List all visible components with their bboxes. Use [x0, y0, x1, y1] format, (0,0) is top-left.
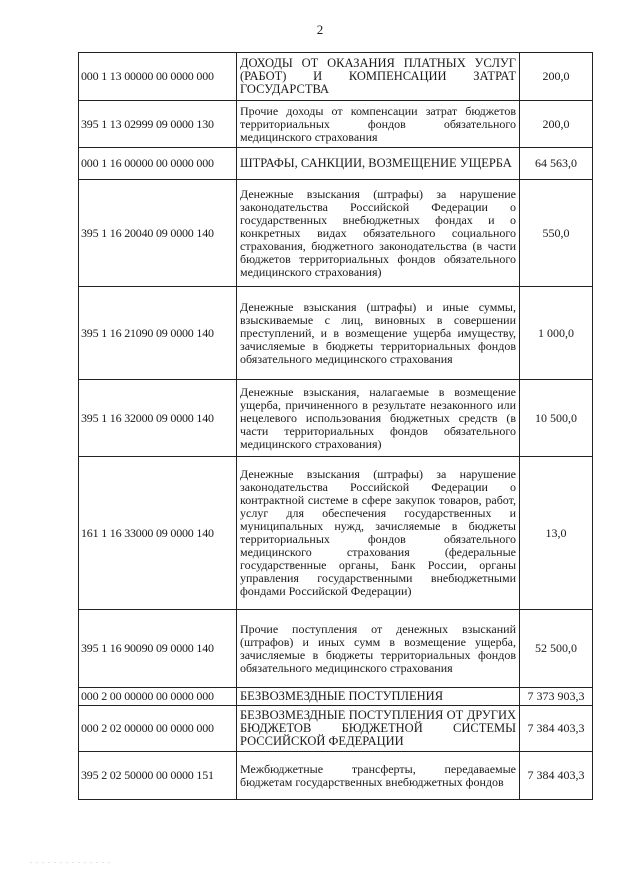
- amount: 13,0: [520, 457, 593, 610]
- scan-artifact: . . . . . . . . . . . . . .: [30, 856, 111, 865]
- revenue-name: Денежные взыскания (штрафы) за нарушение законодательства Российской Федерации о государственных внебюджетных фондах и о конкретных видах обязательного социального страхования, бюджетного законодательства (в части бюджетов территориальных фондов обязательного медицинского страхования): [237, 180, 520, 287]
- budget-code: 395 1 16 20040 09 0000 140: [79, 180, 237, 287]
- revenue-name: Прочие поступления от денежных взысканий (штрафов) и иных сумм в возмещение ущерба, зачисляемые в бюджеты территориальных фондов обязательного медицинского страхования: [237, 610, 520, 688]
- budget-code: 000 2 00 00000 00 0000 000: [79, 688, 237, 706]
- revenue-name: ДОХОДЫ ОТ ОКАЗАНИЯ ПЛАТНЫХ УСЛУГ (РАБОТ) И КОМПЕНСАЦИИ ЗАТРАТ ГОСУДАРСТВА: [237, 53, 520, 101]
- amount: 550,0: [520, 180, 593, 287]
- revenue-name: БЕЗВОЗМЕЗДНЫЕ ПОСТУПЛЕНИЯ ОТ ДРУГИХ БЮДЖЕТОВ БЮДЖЕТНОЙ СИСТЕМЫ РОССИЙСКОЙ ФЕДЕРАЦИИ: [237, 706, 520, 752]
- amount: 7 373 903,3: [520, 688, 593, 706]
- budget-code: 395 1 16 21090 09 0000 140: [79, 287, 237, 380]
- table-row: [79, 148, 593, 180]
- table-row: [79, 457, 593, 610]
- table-row: [79, 752, 593, 800]
- amount: 7 384 403,3: [520, 706, 593, 752]
- budget-code: 395 1 16 32000 09 0000 140: [79, 380, 237, 457]
- table-row: [79, 101, 593, 148]
- amount: 52 500,0: [520, 610, 593, 688]
- table-row: [79, 688, 593, 706]
- revenue-name: ШТРАФЫ, САНКЦИИ, ВОЗМЕЩЕНИЕ УЩЕРБА: [237, 148, 520, 180]
- amount: 10 500,0: [520, 380, 593, 457]
- table-row: [79, 380, 593, 457]
- budget-code: 395 2 02 50000 00 0000 151: [79, 752, 237, 800]
- table-row: [79, 53, 593, 101]
- table-row: [79, 287, 593, 380]
- budget-code: 395 1 13 02999 09 0000 130: [79, 101, 237, 148]
- revenue-name: Денежные взыскания, налагаемые в возмещение ущерба, причиненного в результате незаконного или нецелевого использования бюджетных средств (в части территориальных фондов обязательного медицинского страхования): [237, 380, 520, 457]
- amount: 200,0: [520, 101, 593, 148]
- budget-code: 395 1 16 90090 09 0000 140: [79, 610, 237, 688]
- amount: 7 384 403,3: [520, 752, 593, 800]
- budget-code: 000 1 16 00000 00 0000 000: [79, 148, 237, 180]
- revenue-name: Денежные взыскания (штрафы) и иные суммы, взыскиваемые с лиц, виновных в совершении преступлений, и в возмещение ущерба имуществу, зачисляемые в бюджеты территориальных фондов обязательного медицинского страхования: [237, 287, 520, 380]
- page-number: 2: [316, 22, 324, 37]
- table-row: [79, 610, 593, 688]
- revenue-table: [78, 52, 593, 800]
- revenue-name: БЕЗВОЗМЕЗДНЫЕ ПОСТУПЛЕНИЯ: [237, 688, 520, 706]
- table-row: [79, 180, 593, 287]
- budget-code: 161 1 16 33000 09 0000 140: [79, 457, 237, 610]
- revenue-name: Прочие доходы от компенсации затрат бюджетов территориальных фондов обязательного медицинского страхования: [237, 101, 520, 148]
- table-row: [79, 706, 593, 752]
- amount: 200,0: [520, 53, 593, 101]
- budget-code: 000 2 02 00000 00 0000 000: [79, 706, 237, 752]
- revenue-name: Денежные взыскания (штрафы) за нарушение законодательства Российской Федерации о контрактной системе в сфере закупок товаров, работ, услуг для обеспечения государственных и муниципальных нужд, зачисляемые в бюджеты территориальных фондов обязательного медицинского страхования (федеральные государственные органы, Банк России, органы управления государственными внебюджетными фондами Российской Федерации): [237, 457, 520, 610]
- amount: 1 000,0: [520, 287, 593, 380]
- amount: 64 563,0: [520, 148, 593, 180]
- budget-code: 000 1 13 00000 00 0000 000: [79, 53, 237, 101]
- revenue-name: Межбюджетные трансферты, передаваемые бюджетам государственных внебюджетных фондов: [237, 752, 520, 800]
